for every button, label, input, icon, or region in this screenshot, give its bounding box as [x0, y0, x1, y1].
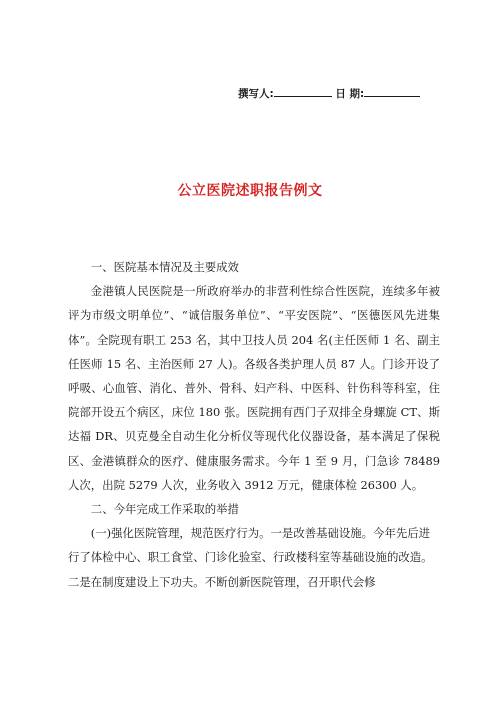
- section-2-heading: 二、今年完成工作采取的举措: [90, 502, 239, 517]
- section-1-paragraph: 金港镇人民医院是一所政府举办的非营利性综合性医院，连续多年被评为市级文明单位”、“诚信服务单位”、“平安医院”、“医德医风先进集体”。全院现有职工 253 名，其中卫技人员 204 名(主任医师 1 名、副主任医师 15 名、主治医师 27 人)。各级各类护理人员 87 人。门诊开设了呼吸、心血管、消化、普外、骨科、妇产科、中医科、针伤科等科室，住院部开设五个病区，床位 180 张。医院拥有西门子双排全身螺旋 CT、斯达福 DR、贝克曼全自动生化分析仪等现代化仪器设备，基本满足了保税区、金港镇群众的医疗、健康服务需求。今年 1 至 9 月，门急诊 78489 人次，出院 5279 人次，业务收入 3912 万元，健康体检 26300 人。: [68, 284, 440, 492]
- document-body: [68, 255, 440, 594]
- section-1-heading: 一、医院基本情况及主要成效: [90, 260, 239, 274]
- document-title: 公立医院述职报告例文: [177, 183, 323, 199]
- date-blank: [364, 87, 420, 97]
- author-label: 撰写人:: [238, 88, 274, 100]
- date-label: 日 期:: [335, 88, 365, 100]
- author-blank: [274, 87, 332, 97]
- author-date-line: [238, 86, 478, 101]
- section-2-paragraph: (一)强化医院管理，规范医疗行为。一是改善基础设施。今年先后进行了体检中心、职工食堂、门诊化验室、行政楼科室等基础设施的改造。二是在制度建设上下功夫。不断创新医院管理，召开职代会修: [68, 526, 433, 589]
